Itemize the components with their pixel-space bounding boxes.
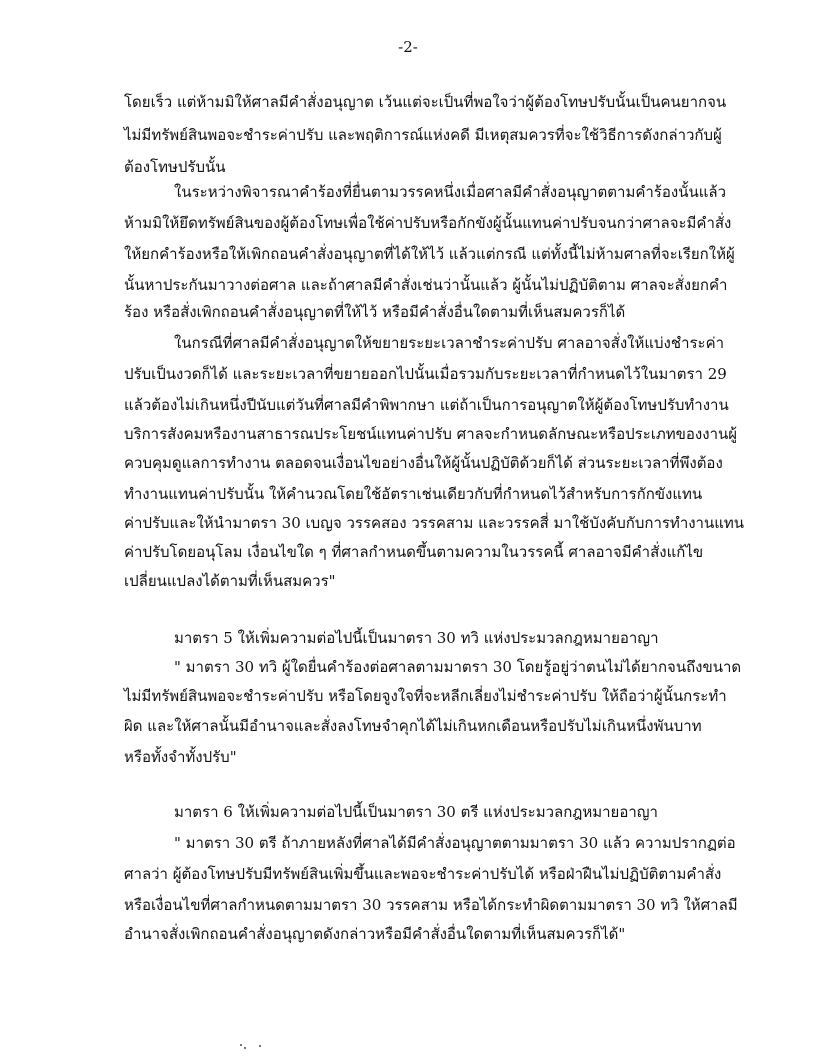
- text-line: ร้อง หรือสั่งเพิกถอนคำสั่งอนุญาตที่ให้ไว้ หรือมีคำสั่งอื่นใดตามที่เห็นสมควรก็ได้: [124, 303, 626, 321]
- text-line: ค่าปรับโดยอนุโลม เงื่อนไขใด ๆ ที่ศาลกำหนดขึ้นตามความในวรรคนี้ ศาลอาจมีคำสั่งแก้ไข: [124, 543, 704, 561]
- text-line: ผิด และให้ศาลนั้นมีอำนาจและสั่งลงโทษจำคุกได้ไม่เกินหกเดือนหรือปรับไม่เกินหนึ่งพันบาท: [124, 717, 702, 735]
- text-line: " มาตรา 30 ทวิ ผู้ใดยื่นคำร้องต่อศาลตามมาตรา 30 โดยรู้อยู่ว่าตนไม่ได้ยากจนถึงขนาด: [174, 658, 742, 676]
- text-line: ไม่มีทรัพย์สินพอจะชำระค่าปรับ หรือโดยจูงใจที่จะหลีกเลี่ยงไม่ชำระค่าปรับ ให้ถือว่าผู้นั้นกระทำ: [124, 687, 727, 705]
- text-line: ไม่มีทรัพย์สินพอจะชำระค่าปรับ และพฤติการณ์แห่งคดี มีเหตุสมควรที่จะใช้วิธีการดังกล่าวกับผู้: [124, 126, 722, 144]
- text-line: ค่าปรับและให้นำมาตรา 30 เบญจ วรรคสอง วรรคสาม และวรรคสี่ มาใช้บังคับกับการทำงานแทน: [124, 514, 745, 532]
- section-heading: มาตรา 6 ให้เพิ่มความต่อไปนี้เป็นมาตรา 30 ตรี แห่งประมวลกฎหมายอาญา: [174, 803, 658, 821]
- text-line: ในระหว่างพิจารณาคำร้องที่ยื่นตามวรรคหนึ่งเมื่อศาลมีคำสั่งอนุญาตตามคำร้องนั้นแล้ว: [174, 183, 726, 201]
- text-line: ศาลว่า ผู้ต้องโทษปรับมีทรัพย์สินเพิ่มขึ้นและพอจะชำระค่าปรับได้ หรือฝ่าฝืนไม่ปฏิบัติตามคำสั่ง: [124, 865, 722, 883]
- scan-speck: [240, 1044, 242, 1046]
- section-heading: มาตรา 5 ให้เพิ่มความต่อไปนี้เป็นมาตรา 30 ทวิ แห่งประมวลกฎหมายอาญา: [174, 629, 659, 647]
- scan-speck: [244, 1047, 246, 1049]
- text-line: โดยเร็ว แต่ห้ามมิให้ศาลมีคำสั่งอนุญาต เว้นแต่จะเป็นที่พอใจว่าผู้ต้องโทษปรับนั้นเป็นคนยากจน: [124, 93, 727, 111]
- text-line: อำนาจสั่งเพิกถอนคำสั่งอนุญาตดังกล่าวหรือมีคำสั่งอื่นใดตามที่เห็นสมควรก็ได้": [124, 925, 626, 943]
- text-line: ให้ยกคำร้องหรือให้เพิกถอนคำสั่งอนุญาตที่ได้ให้ไว้ แล้วแต่กรณี แต่ทั้งนี้ไม่ห้ามศาลที่จะเรียกให้ผู้: [124, 245, 735, 263]
- text-line: ต้องโทษปรับนั้น: [124, 158, 226, 176]
- text-line: หรือเงื่อนไขที่ศาลกำหนดตามมาตรา 30 วรรคสาม หรือได้กระทำผิดตามมาตรา 30 ทวิ ให้ศาลมี: [124, 896, 738, 914]
- text-line: ในกรณีที่ศาลมีคำสั่งอนุญาตให้ขยายระยะเวลาชำระค่าปรับ ศาลอาจสั่งให้แบ่งชำระค่า: [174, 334, 725, 352]
- scan-speck: [259, 1045, 261, 1047]
- text-line: หรือทั้งจำทั้งปรับ": [124, 748, 237, 766]
- text-line: ปรับเป็นงวดก็ได้ และระยะเวลาที่ขยายออกไปนั้นเมื่อรวมกับระยะเวลาที่กำหนดไว้ในมาตรา 29: [124, 365, 727, 383]
- text-line: ควบคุมดูแลการทำงาน ตลอดจนเงื่อนไขอย่างอื่นให้ผู้นั้นปฏิบัติด้วยก็ได้ ส่วนระยะเวลาที่พึงต้อง: [124, 454, 723, 472]
- text-line: ทำงานแทนค่าปรับนั้น ให้คำนวณโดยใช้อัตราเช่นเดียวกับที่กำหนดไว้สำหรับการกักขังแทน: [124, 485, 703, 503]
- text-line: เปลี่ยนแปลงได้ตามที่เห็นสมควร": [124, 572, 336, 590]
- text-line: นั้นหาประกันมาวางต่อศาล และถ้าศาลมีคำสั่งเช่นว่านั้นแล้ว ผู้นั้นไม่ปฏิบัติตาม ศาลจะสั่งยกคำ: [124, 276, 728, 294]
- text-line: แล้วต้องไม่เกินหนึ่งปีนับแต่วันที่ศาลมีคำพิพากษา แต่ถ้าเป็นการอนุญาตให้ผู้ต้องโทษปรับทำงาน: [124, 396, 729, 414]
- text-line: " มาตรา 30 ตรี ถ้าภายหลังที่ศาลได้มีคำสั่งอนุญาตตามมาตรา 30 แล้ว ความปรากฏต่อ: [174, 834, 736, 852]
- text-line: ห้ามมิให้ยึดทรัพย์สินของผู้ต้องโทษเพื่อใช้ค่าปรับหรือกักขังผู้นั้นแทนค่าปรับจนกว่าศาลจะมีคำสั่ง: [124, 214, 732, 232]
- text-line: บริการสังคมหรืองานสาธารณประโยชน์แทนค่าปรับ ศาลจะกำหนดลักษณะหรือประเภทของงานผู้: [124, 425, 738, 443]
- page-number: -2-: [398, 38, 418, 56]
